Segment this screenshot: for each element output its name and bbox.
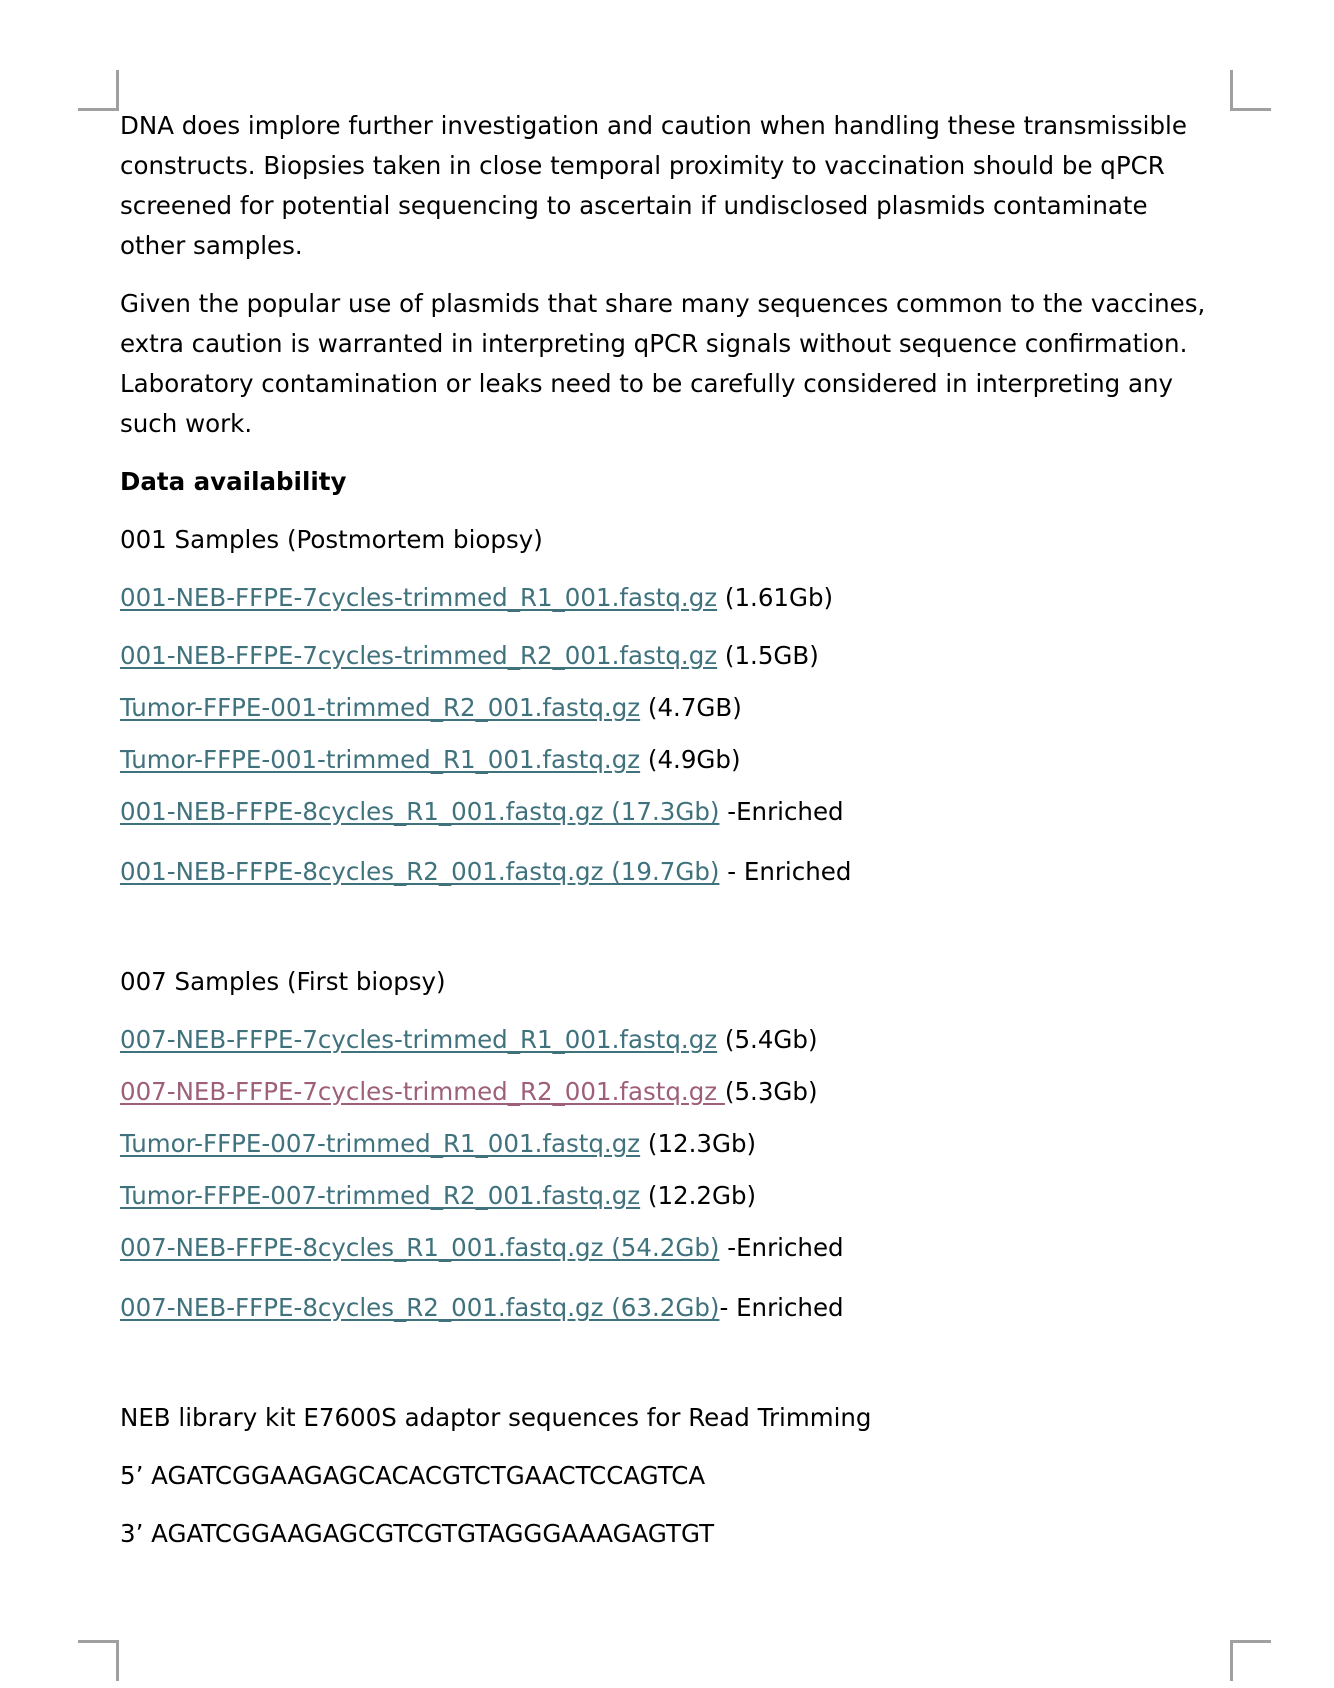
file-link[interactable]: Tumor-FFPE-001-trimmed_R1_001.fastq.gz — [120, 745, 641, 774]
file-line — [120, 1176, 1220, 1216]
file-line — [120, 1124, 1220, 1164]
file-size: -Enriched — [719, 1233, 844, 1262]
crop-mark-bottom-left — [78, 1640, 119, 1681]
file-size: (12.2Gb) — [640, 1181, 757, 1210]
file-line — [120, 740, 1220, 780]
file-line — [120, 792, 1220, 832]
file-size: (12.3Gb) — [640, 1129, 757, 1158]
file-size: - Enriched — [719, 1293, 844, 1322]
file-line — [120, 1228, 1220, 1268]
body-paragraph-2: Given the popular use of plasmids that share many sequences common to the vaccines, extra caution is warranted in interpreting qPCR signals without sequence confirmation. Laboratory contamination or leaks need to be carefully considered in interpreting any such work. — [120, 289, 1206, 438]
adaptor-sequence-5prime: 5’ AGATCGGAAGAGCACACGTCTGAACTCCAGTCA — [120, 1461, 706, 1490]
file-size: (1.5GB) — [717, 641, 819, 670]
file-link[interactable]: 007-NEB-FFPE-8cycles_R2_001.fastq.gz (63.2Gb) — [120, 1293, 720, 1322]
file-line — [120, 1072, 1220, 1112]
section-007-title: 007 Samples (First biopsy) — [120, 967, 446, 996]
data-availability-heading: Data availability — [120, 467, 347, 496]
file-link[interactable]: 001-NEB-FFPE-7cycles-trimmed_R1_001.fastq.gz — [120, 583, 718, 612]
crop-mark-top-left — [78, 70, 119, 111]
file-size: -Enriched — [719, 797, 844, 826]
crop-mark-bottom-right — [1230, 1640, 1271, 1681]
file-link[interactable]: Tumor-FFPE-007-trimmed_R2_001.fastq.gz — [120, 1181, 641, 1210]
document-body — [120, 106, 1220, 1572]
adaptor-title: NEB library kit E7600S adaptor sequences for Read Trimming — [120, 1403, 872, 1432]
file-size: (5.4Gb) — [717, 1025, 818, 1054]
file-size: (1.61Gb) — [717, 583, 834, 612]
file-link[interactable]: 007-NEB-FFPE-8cycles_R1_001.fastq.gz (54.2Gb) — [120, 1233, 720, 1262]
file-size: (5.3Gb) — [724, 1077, 818, 1106]
file-line — [120, 852, 1220, 892]
file-link[interactable]: 001-NEB-FFPE-7cycles-trimmed_R2_001.fastq.gz — [120, 641, 718, 670]
file-size: (4.7GB) — [640, 693, 742, 722]
adaptor-sequence-3prime: 3’ AGATCGGAAGAGCGTCGTGTAGGGAAAGAGTGT — [120, 1519, 715, 1548]
file-size: (4.9Gb) — [640, 745, 741, 774]
file-link[interactable]: Tumor-FFPE-001-trimmed_R2_001.fastq.gz — [120, 693, 641, 722]
file-link[interactable]: 001-NEB-FFPE-8cycles_R2_001.fastq.gz (19.7Gb) — [120, 857, 720, 886]
crop-mark-top-right — [1230, 70, 1271, 111]
file-line — [120, 636, 1220, 676]
file-link[interactable]: 007-NEB-FFPE-7cycles-trimmed_R1_001.fastq.gz — [120, 1025, 718, 1054]
section-spacer — [120, 1328, 1220, 1398]
file-link[interactable]: Tumor-FFPE-007-trimmed_R1_001.fastq.gz — [120, 1129, 641, 1158]
file-link[interactable]: 001-NEB-FFPE-8cycles_R1_001.fastq.gz (17.3Gb) — [120, 797, 720, 826]
file-size: - Enriched — [719, 857, 852, 886]
body-paragraph-1: DNA does implore further investigation and caution when handling these transmissible constructs. Biopsies taken in close temporal proximity to vaccination should be qPCR screened for potential sequencing to ascertain if undisclosed plasmids contaminate other samples. — [120, 111, 1187, 260]
section-001-title: 001 Samples (Postmortem biopsy) — [120, 525, 543, 554]
section-spacer — [120, 892, 1220, 962]
file-line — [120, 1288, 1220, 1328]
file-line — [120, 1020, 1220, 1060]
file-line — [120, 688, 1220, 728]
file-link-visited[interactable]: 007-NEB-FFPE-7cycles-trimmed_R2_001.fastq.gz — [120, 1077, 725, 1106]
file-line — [120, 578, 1220, 618]
